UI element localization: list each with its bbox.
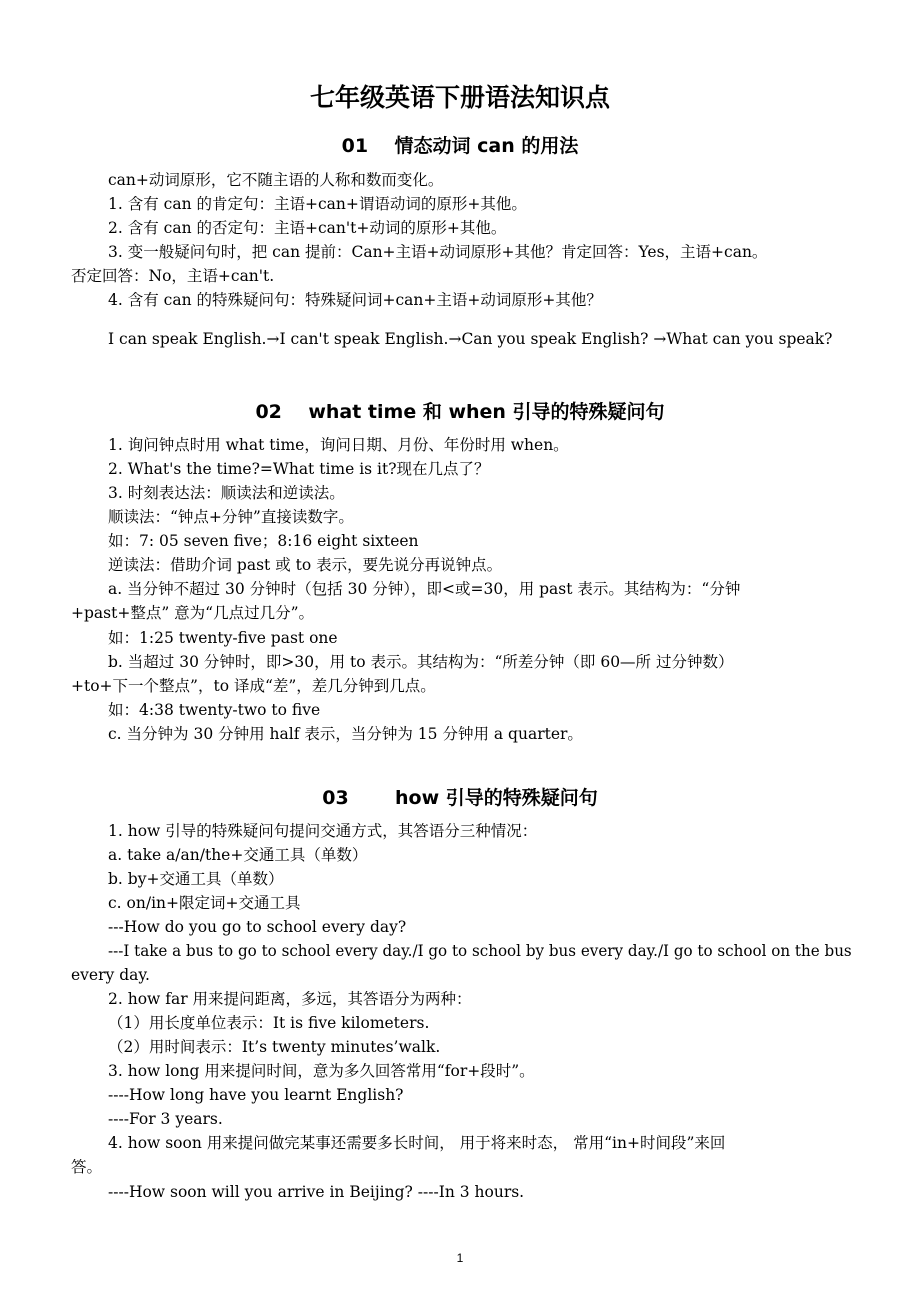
page-title: 七年级英语下册语法知识点 (309, 83, 610, 112)
paragraph-line: 如：1:25 twenty-five past one (108, 629, 338, 647)
paragraph-line: 如：4:38 twenty-two to five (108, 701, 321, 719)
paragraph-line: 3. 变一般疑问句时，把 can 提前：Can+主语+动词原形+其他？肯定回答：Yes，主语+can。 (108, 243, 768, 261)
paragraph-line: can+动词原形，它不随主语的人称和数而变化。 (108, 171, 444, 189)
paragraph-line: c. on/in+限定词+交通工具 (108, 894, 301, 912)
paragraph-line: every day. (71, 966, 150, 984)
section-heading-can: 01 情态动词 can 的用法 (341, 135, 579, 157)
paragraph-line: 2. What's the time?=What time is it?现在几点了？ (108, 460, 490, 478)
paragraph-line: ---How do you go to school every day? (108, 918, 407, 936)
paragraph-line: （2）用时间表示：It’s twenty minutes’walk. (108, 1038, 441, 1056)
paragraph-line: ----For 3 years. (108, 1110, 223, 1128)
paragraph-line: 如：7: 05 seven five；8:16 eight sixteen (108, 532, 419, 550)
paragraph-line: 逆读法：借助介词 past 或 to 表示，要先说分再说钟点。 (108, 556, 503, 574)
paragraph-line: 1. how 引导的特殊疑问句提问交通方式，其答语分三种情况： (108, 822, 538, 840)
paragraph-line: 1. 询问钟点时用 what time，询问日期、月份、年份时用 when。 (108, 436, 569, 454)
paragraph-line: +to+下一个整点”，to 译成“差”，差几分钟到几点。 (71, 677, 436, 695)
example-line: I can speak English.→I can't speak English.→Can you speak English? →What can you speak? (108, 330, 833, 348)
paragraph-line: 3. 时刻表达法：顺读法和逆读法。 (108, 484, 345, 502)
section-heading-how: 03 how 引导的特殊疑问句 (322, 787, 598, 809)
paragraph-line: 2. 含有 can 的否定句：主语+can't+动词的原形+其他。 (108, 219, 507, 237)
paragraph-line: b. 当超过 30 分钟时，即>30，用 to 表示。其结构为：“所差分钟（即 60—所 过分钟数） (108, 653, 734, 671)
paragraph-line: 3. how long 用来提问时间，意为多久回答常用“for+段时”。 (108, 1062, 535, 1080)
paragraph-line: ----How long have you learnt English? (108, 1086, 404, 1104)
paragraph-line: 答。 (71, 1158, 103, 1176)
paragraph-line: a. take a/an/the+交通工具（单数） (108, 846, 368, 864)
paragraph-line: ----How soon will you arrive in Beijing? ----In 3 hours. (108, 1183, 525, 1201)
page-number: 1 (456, 1251, 464, 1265)
paragraph-line: 顺读法：“钟点+分钟”直接读数字。 (108, 508, 354, 526)
paragraph-line: 1. 含有 can 的肯定句：主语+can+谓语动词的原形+其他。 (108, 195, 527, 213)
section-heading-what-time: 02 what time 和 when 引导的特殊疑问句 (255, 401, 665, 423)
paragraph-line: （1）用长度单位表示：It is five kilometers. (108, 1014, 430, 1032)
paragraph-line: a. 当分钟不超过 30 分钟时（包括 30 分钟），即<或=30，用 past 表示。其结构为：“分钟 (108, 580, 741, 598)
paragraph-line: c. 当分钟为 30 分钟用 half 表示，当分钟为 15 分钟用 a quarter。 (108, 725, 583, 743)
paragraph-line: 4. 含有 can 的特殊疑问句：特殊疑问词+can+主语+动词原形+其他？ (108, 291, 602, 309)
paragraph-line: 否定回答：No，主语+can't. (71, 267, 275, 285)
paragraph-line: ---I take a bus to go to school every day./I go to school by bus every day./I go to school on the bus (108, 942, 852, 960)
paragraph-line: 2. how far 用来提问距离，多远，其答语分为两种： (108, 990, 472, 1008)
paragraph-line: +past+整点” 意为“几点过几分”。 (71, 604, 315, 622)
paragraph-line: 4. how soon 用来提问做完某事还需要多长时间， 用于将来时态， 常用“in+时间段”来回 (108, 1134, 726, 1152)
paragraph-line: b. by+交通工具（单数） (108, 870, 284, 888)
